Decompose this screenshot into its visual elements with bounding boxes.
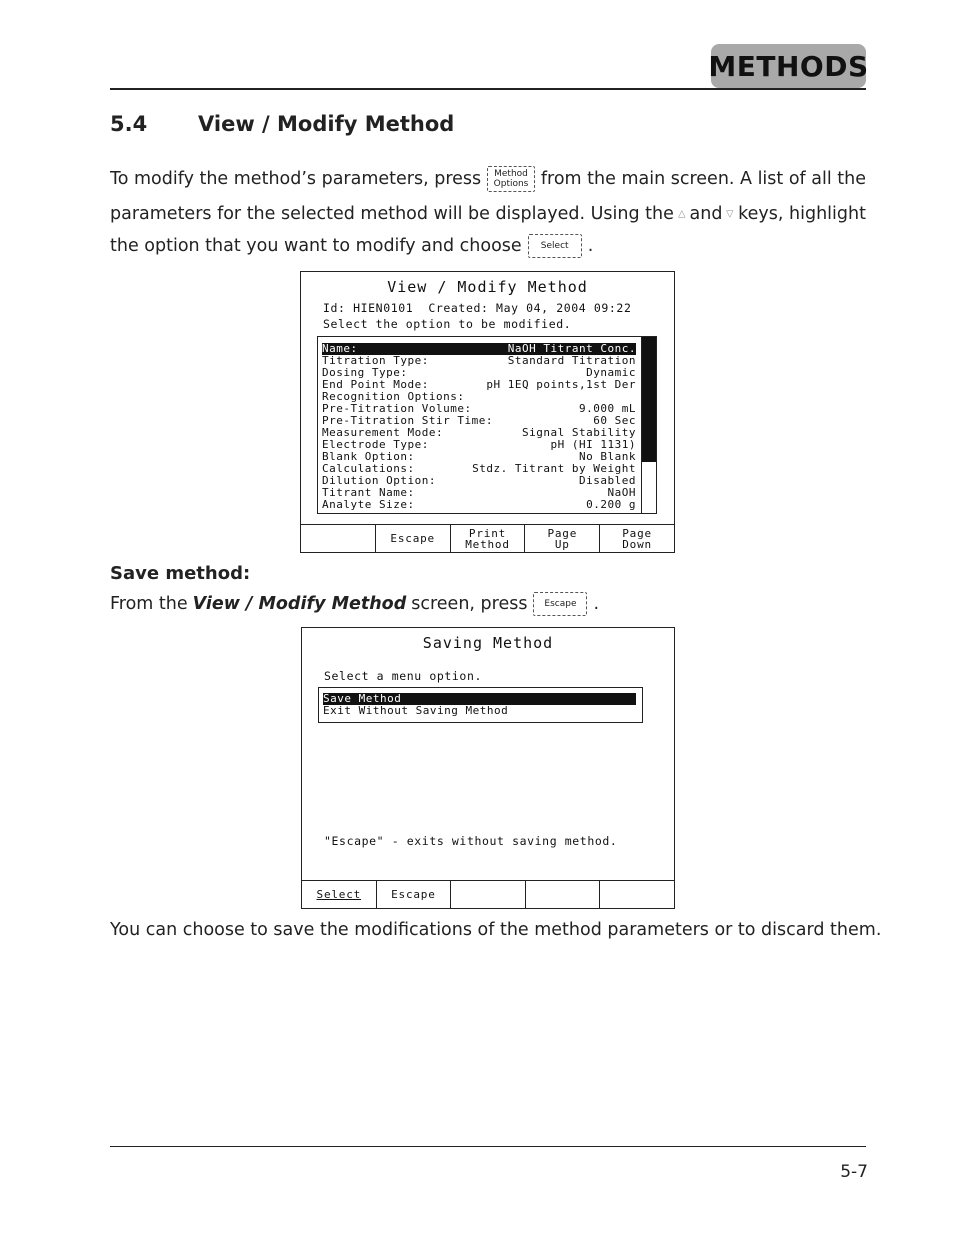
- footer-rule: [110, 1146, 866, 1147]
- body-text: .: [593, 594, 600, 614]
- intro-line-1: [110, 166, 866, 192]
- intro-line-3: [110, 234, 866, 258]
- softkey-bar: [301, 524, 674, 552]
- screen-prompt: Select a menu option.: [324, 669, 482, 683]
- method-id-line: Id: HIEN0101 Created: May 04, 2004 09:22: [323, 301, 632, 315]
- softkey-page-up[interactable]: Page Up: [524, 525, 599, 552]
- list-item[interactable]: Titration Type: Standard Titration: [322, 354, 636, 367]
- list-item[interactable]: Pre-Titration Stir Time: 60 Sec: [322, 414, 636, 427]
- screen-name-emphasis: View / Modify Method: [192, 594, 407, 614]
- scrollbar-thumb[interactable]: [642, 337, 656, 462]
- softkey-1[interactable]: [301, 525, 375, 552]
- parameter-list: [317, 336, 657, 514]
- section-number: 5.4: [110, 112, 148, 136]
- down-arrow-key-icon: [726, 200, 734, 228]
- screen-title: Saving Method: [422, 634, 554, 652]
- page-number: 5-7: [840, 1162, 868, 1182]
- list-item[interactable]: Titrant Name: NaOH: [322, 486, 636, 499]
- softkey-print-method[interactable]: Print Method: [450, 525, 525, 552]
- list-item[interactable]: Recognition Options:: [322, 390, 465, 403]
- list-item[interactable]: Name: NaOH Titrant Conc.: [322, 342, 636, 355]
- intro-line-2: [110, 200, 866, 228]
- screen-title: View / Modify Method: [387, 278, 588, 296]
- list-item[interactable]: Electrode Type: pH (HI 1131): [322, 438, 636, 451]
- up-arrow-key-icon: [678, 200, 686, 228]
- menu-options: [318, 687, 643, 723]
- list-item[interactable]: End Point Mode: pH 1EQ points,1st Der: [322, 378, 636, 391]
- key-label: Method: [494, 169, 528, 179]
- chapter-badge: METHODS: [711, 44, 866, 88]
- list-scrollbar[interactable]: [641, 337, 656, 513]
- header-rule: [110, 88, 866, 90]
- save-method-text: [110, 592, 599, 616]
- key-label: Select: [540, 241, 569, 251]
- intro-text: To modify the method’s parameters, press: [110, 169, 482, 189]
- save-method-option[interactable]: Save Method: [323, 693, 636, 705]
- softkey-4[interactable]: [525, 881, 600, 908]
- list-item[interactable]: Pre-Titration Volume: 9.000 mL: [322, 402, 636, 415]
- key-label: Escape: [544, 599, 577, 609]
- section-title: View / Modify Method: [198, 112, 455, 136]
- escape-note: "Escape" - exits without saving method.: [324, 834, 618, 848]
- intro-text: keys, highlight: [738, 204, 866, 224]
- intro-text: the option that you want to modify and choose: [110, 236, 522, 256]
- list-item[interactable]: Dilution Option: Disabled: [322, 474, 636, 487]
- softkey-5[interactable]: [599, 881, 674, 908]
- list-item[interactable]: Dosing Type: Dynamic: [322, 366, 636, 379]
- save-method-heading: Save method:: [110, 563, 251, 584]
- list-item[interactable]: Calculations: Stdz. Titrant by Weight: [322, 462, 636, 475]
- select-key: [528, 234, 582, 258]
- view-modify-method-screen: [300, 271, 675, 553]
- escape-key: [533, 592, 587, 616]
- softkey-select[interactable]: Select: [316, 888, 362, 901]
- softkey-escape[interactable]: Escape: [375, 525, 450, 552]
- screen-prompt: Select the option to be modified.: [323, 317, 572, 331]
- intro-text: parameters for the selected method will be displayed. Using the: [110, 204, 674, 224]
- saving-method-screen: [301, 627, 675, 909]
- softkey-3[interactable]: [450, 881, 525, 908]
- intro-text: .: [587, 236, 594, 256]
- body-text: screen, press: [411, 594, 528, 614]
- softkey-bar: [302, 880, 674, 908]
- list-item[interactable]: Analyte Size: 0.200 g: [322, 498, 636, 511]
- method-options-key: [487, 166, 535, 192]
- key-label: Options: [493, 179, 529, 189]
- exit-without-saving-option[interactable]: Exit Without Saving Method: [323, 704, 509, 717]
- softkey-escape[interactable]: Escape: [376, 881, 451, 908]
- body-text: From the: [110, 594, 188, 614]
- softkey-page-down[interactable]: Page Down: [599, 525, 674, 552]
- list-item[interactable]: Measurement Mode: Signal Stability: [322, 426, 636, 439]
- list-item[interactable]: Blank Option: No Blank: [322, 450, 636, 463]
- closing-text: You can choose to save the modifications of the method parameters or to discard them.: [110, 920, 882, 940]
- intro-text: from the main screen. A list of all the: [540, 169, 866, 189]
- intro-text: and: [689, 204, 723, 224]
